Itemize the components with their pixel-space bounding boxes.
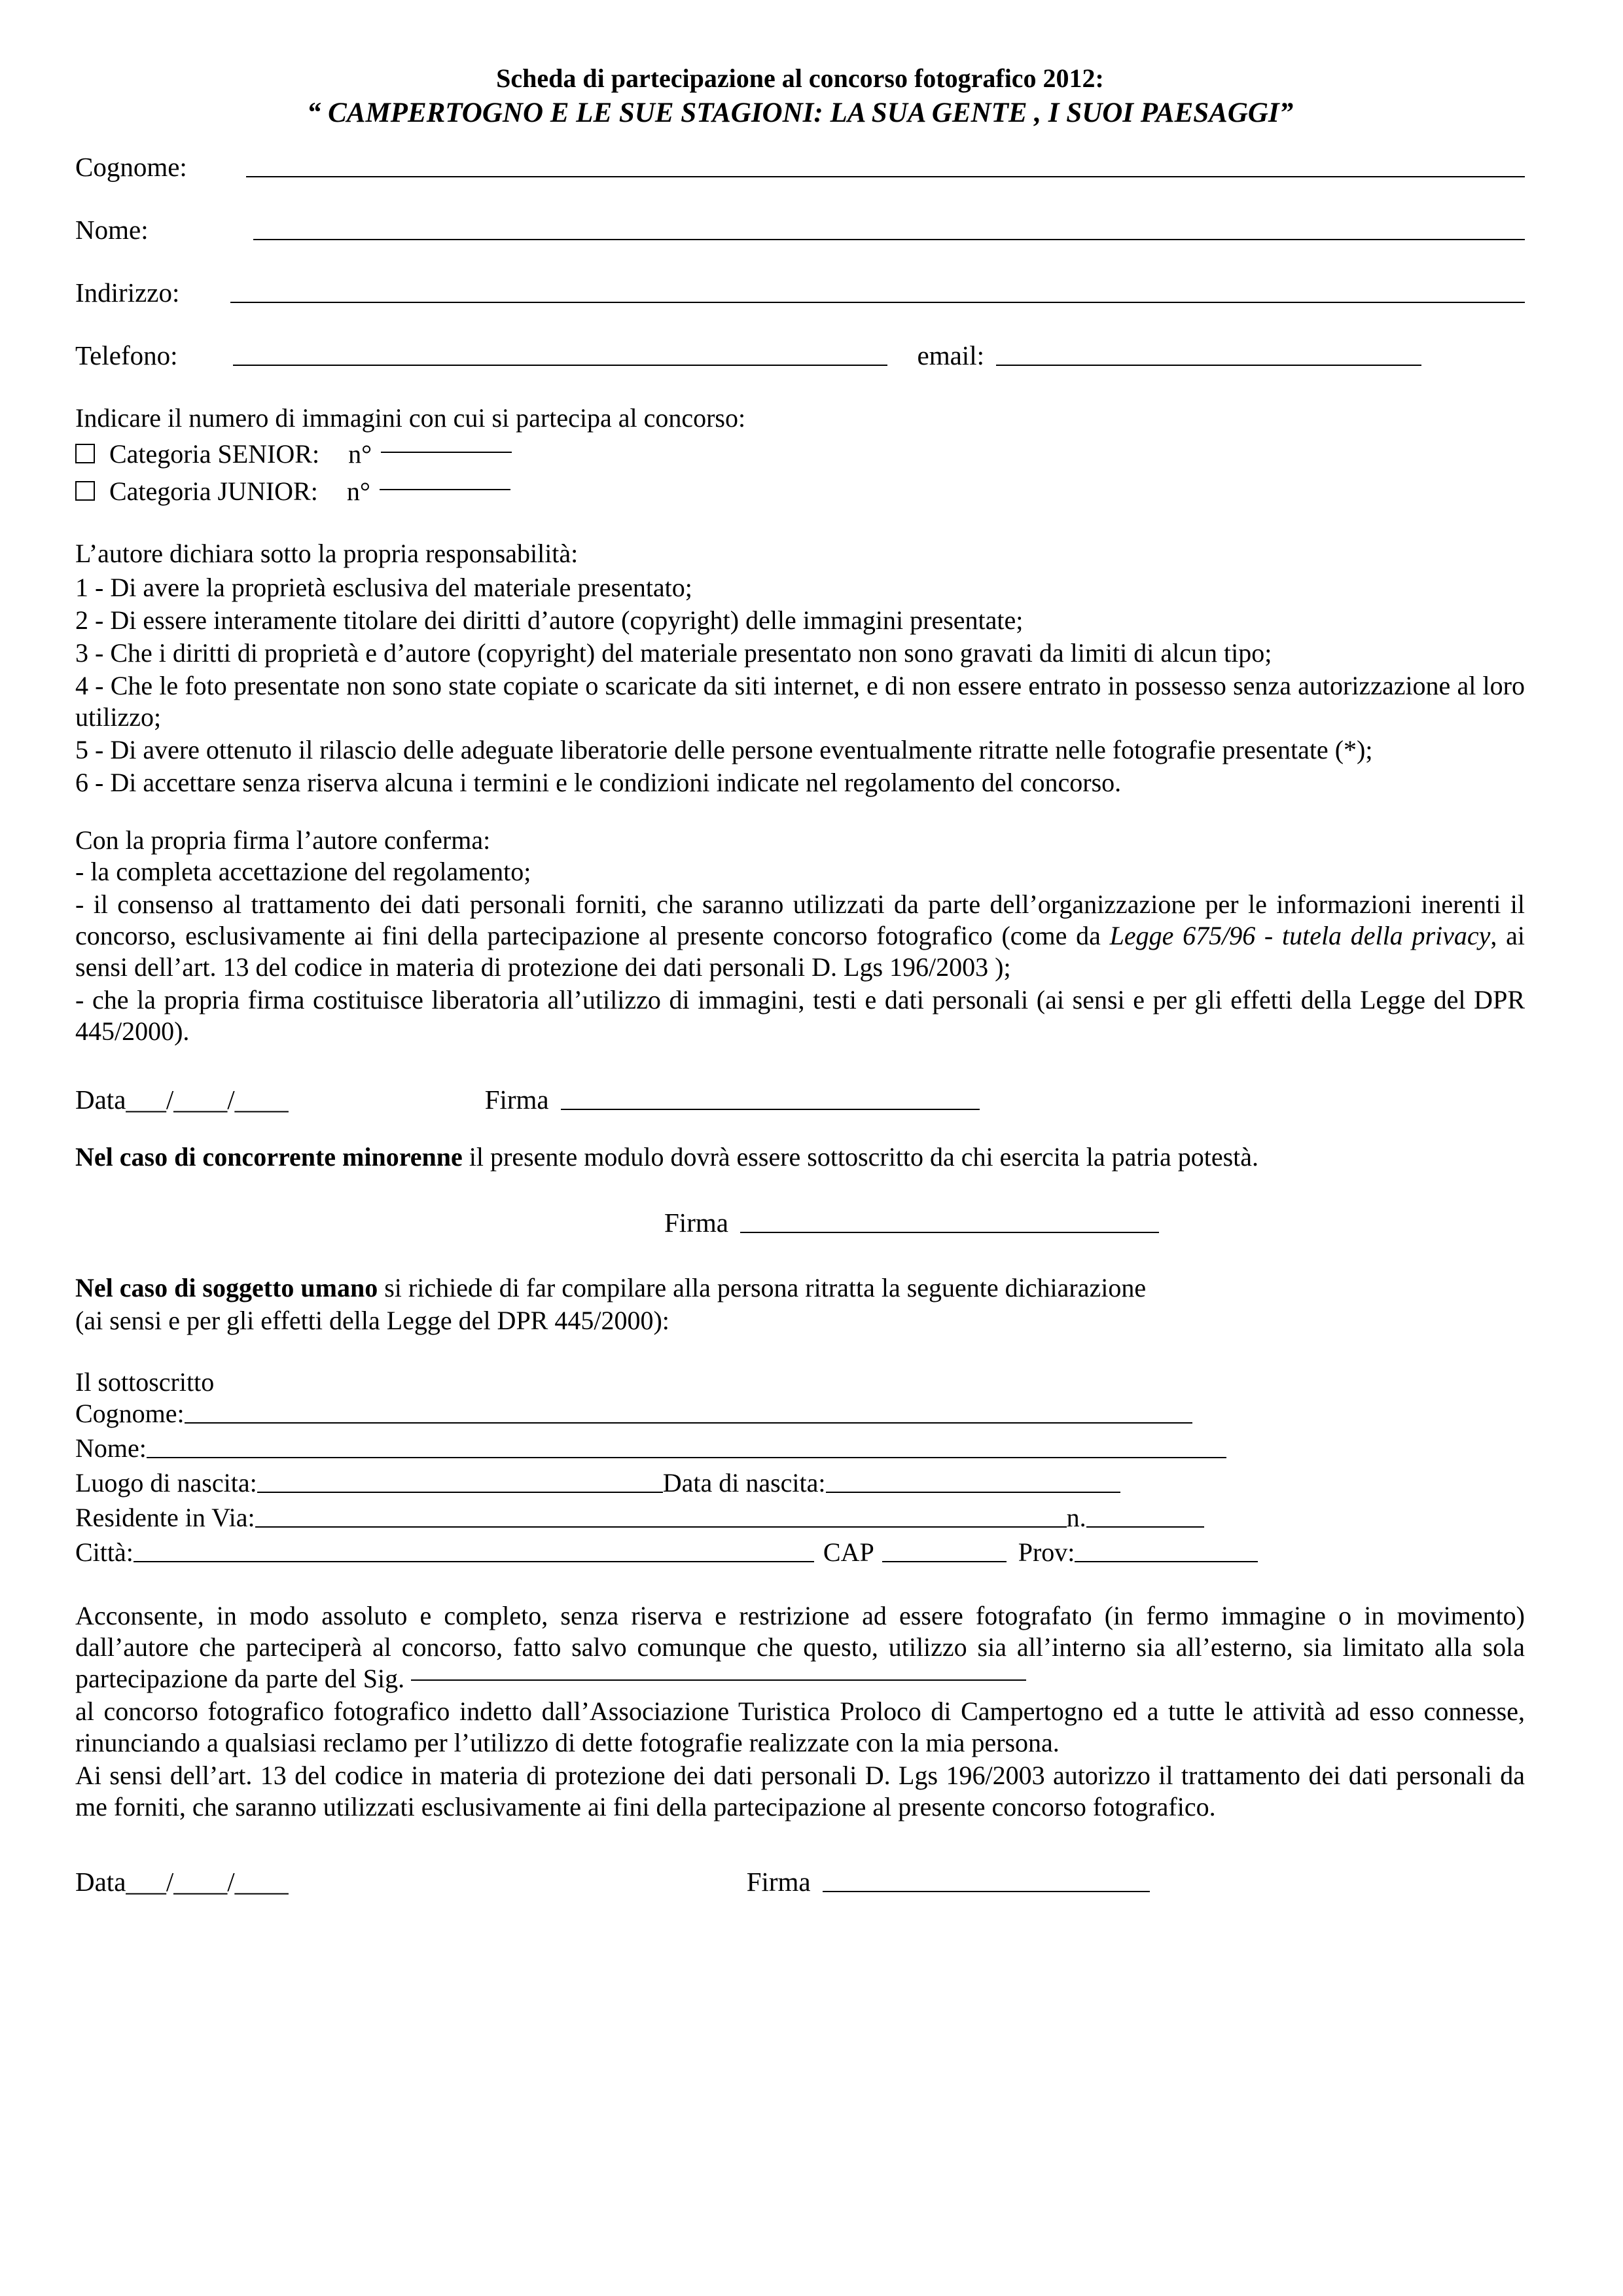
- person-row-citta: [75, 1537, 1525, 1568]
- input-nome[interactable]: [253, 238, 1525, 240]
- person-row-residente: [75, 1502, 1525, 1533]
- declaration-item-4: 4 - Che le foto presentate non sono state copiate o scaricate da siti internet, e di non essere entrato in possesso senza autorizzazione al loro utilizzo;: [75, 670, 1525, 732]
- label-person-nome: Nome:: [75, 1433, 147, 1463]
- input-firma-subject[interactable]: [823, 1890, 1150, 1892]
- confirmation-item-3: - che la propria firma costituisce liberatoria all’utilizzo di immagini, testi e dati personali (ai sensi e per gli effetti della Legge del DPR 445/2000).: [75, 984, 1525, 1046]
- field-row-nome: [75, 214, 1525, 245]
- input-numero[interactable]: [1086, 1526, 1204, 1528]
- input-junior-count[interactable]: [380, 488, 510, 490]
- person-row-cognome: [75, 1398, 1525, 1429]
- input-email[interactable]: [996, 364, 1421, 366]
- person-form: [75, 1367, 1525, 1568]
- input-consent-sig-name[interactable]: [411, 1679, 1026, 1681]
- input-person-cognome[interactable]: [185, 1422, 1192, 1424]
- label-data-subject: Data___/____/____: [75, 1866, 289, 1897]
- confirmation-item-2: [75, 889, 1525, 983]
- consent-paragraph-2: al concorso fotografico fotografico indetto dall’Associazione Turistica Proloco di Campertogno ed a tutte le attività ad esso connesse, rinunciando a qualsiasi reclamo per l’utilizzo di dette fotografie realizzate con la mia persona.: [75, 1696, 1525, 1757]
- declaration-item-6: 6 - Di accettare senza riserva alcuna i termini e le condizioni indicate nel regolamento del concorso.: [75, 767, 1122, 797]
- degree-senior: n°: [348, 439, 372, 469]
- checkbox-junior[interactable]: [75, 481, 95, 501]
- label-sottoscritto: Il sottoscritto: [75, 1367, 215, 1397]
- field-row-telefono-email: [75, 340, 1525, 371]
- confirmation-item-2-italic: Legge 675/96 - tutela della privacy: [1109, 920, 1491, 950]
- signature-row-author: [75, 1084, 1525, 1115]
- label-telefono: Telefono:: [75, 340, 178, 370]
- consent-block: [75, 1600, 1525, 1823]
- label-indirizzo: Indirizzo:: [75, 277, 180, 308]
- input-prov[interactable]: [1075, 1560, 1258, 1562]
- label-data-nascita: Data di nascita:: [662, 1467, 826, 1498]
- person-row-nascita: [75, 1467, 1525, 1498]
- input-cognome[interactable]: [246, 175, 1525, 177]
- label-citta: Città:: [75, 1537, 134, 1567]
- label-nome: Nome:: [75, 214, 149, 245]
- input-data-nascita[interactable]: [826, 1491, 1120, 1493]
- human-subject-notice: [75, 1272, 1525, 1304]
- input-residente[interactable]: [255, 1526, 1067, 1528]
- input-citta[interactable]: [134, 1560, 814, 1562]
- field-row-cognome: [75, 151, 1525, 183]
- input-cap[interactable]: [882, 1560, 1007, 1562]
- title-line-2: “ CAMPERTOGNO E LE SUE STAGIONI: LA SUA GENTE , I SUOI PAESAGGI”: [306, 98, 1294, 128]
- label-firma-author: Firma: [484, 1084, 549, 1115]
- degree-junior: n°: [346, 476, 370, 506]
- label-cap: CAP: [823, 1537, 874, 1567]
- declaration-item-5: 5 - Di avere ottenuto il rilascio delle adeguate liberatorie delle persone eventualmente ritratte nelle fotografie presentate (*);: [75, 734, 1373, 764]
- input-telefono[interactable]: [233, 364, 887, 366]
- human-subject-text: si richiede di far compilare alla persona ritratta la seguente dichiarazione: [378, 1272, 1147, 1302]
- declaration-item-3: 3 - Che i diritti di proprietà e d’autore (copyright) del materiale presentato non sono gravati da limiti di alcun tipo;: [75, 637, 1272, 668]
- categories-intro: Indicare il numero di immagini con cui si partecipa al concorso:: [75, 403, 746, 433]
- input-firma-author[interactable]: [561, 1108, 980, 1110]
- label-email: email:: [917, 340, 984, 370]
- signature-row-subject: [75, 1866, 1525, 1897]
- label-residente: Residente in Via:: [75, 1502, 255, 1532]
- input-luogo-nascita[interactable]: [257, 1491, 663, 1493]
- input-indirizzo[interactable]: [230, 301, 1525, 303]
- label-firma-subject: Firma: [746, 1866, 811, 1897]
- consent-paragraph-3: Ai sensi dell’art. 13 del codice in materia di protezione dei dati personali D. Lgs 196/2003 autorizzo il trattamento dei dati personali da me forniti, che saranno utilizzati esclusivamente ai fini della partecipazione al presente concorso fotografico.: [75, 1760, 1525, 1821]
- label-prov: Prov:: [1018, 1537, 1075, 1567]
- signature-row-guardian: [75, 1207, 1525, 1238]
- declaration-item-2: 2 - Di essere interamente titolare dei diritti d’autore (copyright) delle immagini presentate;: [75, 605, 1024, 635]
- person-row-nome: [75, 1433, 1525, 1463]
- label-firma-guardian: Firma: [664, 1207, 728, 1238]
- human-subject-line2: (ai sensi e per gli effetti della Legge del DPR 445/2000):: [75, 1305, 669, 1335]
- minor-notice-bold: Nel caso di concorrente minorenne: [75, 1141, 463, 1172]
- label-person-cognome: Cognome:: [75, 1398, 185, 1428]
- confirmation-item-2-part-b: , ai sensi dell’art. 13 del codice in materia di protezione dei dati personali D. Lgs 196/2003 );: [75, 920, 1525, 982]
- declaration-list: [75, 572, 1525, 798]
- label-luogo-nascita: Luogo di nascita:: [75, 1467, 257, 1498]
- input-firma-guardian[interactable]: [740, 1231, 1159, 1233]
- confirmation-heading: Con la propria firma l’autore conferma:: [75, 825, 491, 855]
- label-data-author: Data___/____/____: [75, 1084, 289, 1115]
- checkbox-row-senior[interactable]: [75, 439, 1525, 469]
- input-senior-count[interactable]: [381, 451, 512, 453]
- consent-paragraph-1-text: Acconsente, in modo assoluto e completo, senza riserva e restrizione ad essere fotografato (in fermo immagine o in movimento) dall’autore che parteciperà al concorso, fatto salvo comunque che questo, utilizzo sia all’interno sia all’esterno, sia limitato alla sola partecipazione da parte del Sig.: [75, 1600, 1525, 1693]
- label-senior: Categoria SENIOR:: [109, 439, 320, 469]
- title-line-1: Scheda di partecipazione al concorso fotografico 2012:: [496, 63, 1104, 93]
- field-row-indirizzo: [75, 277, 1525, 308]
- checkbox-senior[interactable]: [75, 444, 95, 463]
- confirmation-item-1: - la completa accettazione del regolamento;: [75, 856, 531, 886]
- confirmation-item-2-part-a: - il consenso al trattamento dei dati personali forniti, che saranno utilizzati da parte dell’organizzazione per le informazioni inerenti il concorso, esclusivamente ai fini della partecipazione al presente concorso fotografico (come da: [75, 889, 1525, 950]
- label-numero: n.: [1066, 1502, 1086, 1532]
- minor-notice-text: il presente modulo dovrà essere sottoscritto da chi esercita la patria potestà.: [462, 1141, 1259, 1172]
- label-junior: Categoria JUNIOR:: [109, 476, 318, 506]
- input-person-nome[interactable]: [147, 1456, 1226, 1458]
- minor-notice: [75, 1141, 1525, 1173]
- human-subject-bold: Nel caso di soggetto umano: [75, 1272, 378, 1302]
- consent-paragraph-1: [75, 1600, 1525, 1695]
- declaration-item-1: 1 - Di avere la proprietà esclusiva del materiale presentato;: [75, 572, 692, 602]
- declaration-heading: L’autore dichiara sotto la propria responsabilità:: [75, 538, 579, 568]
- label-cognome: Cognome:: [75, 151, 187, 182]
- checkbox-row-junior[interactable]: [75, 476, 1525, 507]
- page-title: [75, 62, 1525, 132]
